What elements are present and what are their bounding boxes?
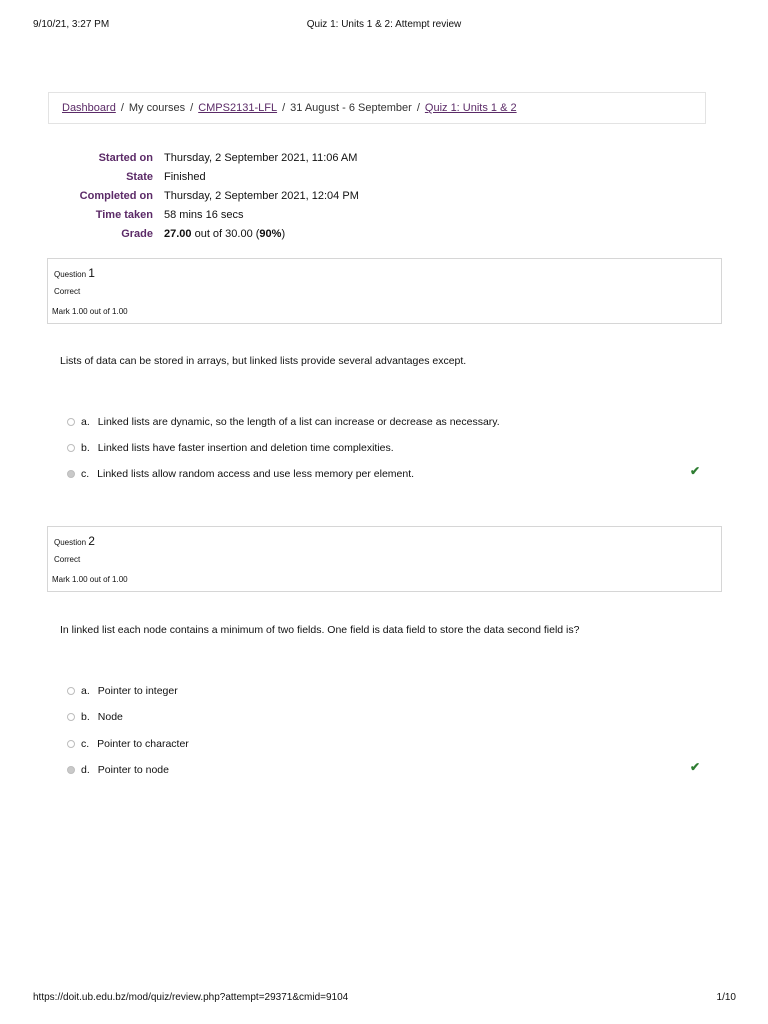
answer-option[interactable] (67, 416, 500, 428)
summary-value: Finished (164, 171, 206, 183)
print-datetime: 9/10/21, 3:27 PM (33, 19, 110, 30)
check-icon: ✔ (690, 760, 701, 774)
summary-row-time (48, 209, 448, 228)
answer-option-selected[interactable] (67, 468, 414, 480)
summary-label: Grade (121, 228, 153, 240)
question-info-box (47, 526, 722, 592)
summary-row-grade (48, 228, 448, 247)
question-state: Correct (54, 287, 81, 296)
summary-label: State (126, 171, 153, 183)
radio-button[interactable] (67, 740, 75, 748)
answer-letter: b. (81, 711, 90, 723)
answer-text: Linked lists are dynamic, so the length of a list can increase or decrease as necessary. (97, 416, 500, 428)
print-url: https://doit.ub.edu.bz/mod/quiz/review.php?attempt=29371&cmid=9104 (33, 992, 349, 1003)
radio-button-checked[interactable] (67, 470, 75, 478)
summary-label: Started on (98, 152, 153, 164)
page-number: 1/10 (716, 992, 736, 1003)
question-prefix: Question (54, 270, 89, 279)
radio-button[interactable] (67, 418, 75, 426)
question-number (54, 534, 95, 548)
question-state: Correct (54, 555, 81, 564)
breadcrumb-separator: / (120, 102, 124, 114)
attempt-summary (48, 152, 448, 247)
radio-button[interactable] (67, 687, 75, 695)
answer-option-selected[interactable] (67, 764, 169, 776)
grade-close: ) (281, 228, 286, 240)
check-icon: ✔ (690, 464, 701, 478)
answer-letter: a. (81, 416, 90, 428)
answer-letter: a. (81, 685, 90, 697)
answer-option[interactable] (67, 738, 189, 750)
answer-text: Pointer to integer (97, 685, 178, 697)
answer-option[interactable] (67, 442, 394, 454)
breadcrumb-separator: / (416, 102, 420, 114)
answer-text: Pointer to character (97, 738, 189, 750)
breadcrumb-quiz-link[interactable]: Quiz 1: Units 1 & 2 (424, 102, 517, 114)
answer-option[interactable] (67, 685, 178, 697)
summary-value: Thursday, 2 September 2021, 12:04 PM (164, 190, 359, 202)
answer-letter: d. (81, 764, 90, 776)
breadcrumb-separator: / (282, 102, 286, 114)
answer-text: Linked lists allow random access and use less memory per element. (97, 468, 415, 480)
answer-text: Linked lists have faster insertion and deletion time complexities. (97, 442, 394, 454)
question-mark: Mark 1.00 out of 1.00 (52, 575, 128, 584)
breadcrumb-dashboard-link[interactable]: Dashboard (62, 102, 116, 114)
answer-letter: c. (81, 468, 90, 480)
question-number-value: 2 (88, 534, 95, 548)
radio-button[interactable] (67, 444, 75, 452)
radio-button[interactable] (67, 713, 75, 721)
breadcrumb-section: 31 August - 6 September (290, 102, 412, 114)
question-prefix: Question (54, 538, 89, 547)
radio-button-checked[interactable] (67, 766, 75, 774)
breadcrumb (48, 92, 706, 124)
question-text: In linked list each node contains a minimum of two fields. One field is data field to store the data second field is? (60, 624, 580, 636)
summary-label: Completed on (79, 190, 153, 202)
summary-row-started (48, 152, 448, 171)
answer-letter: c. (81, 738, 90, 750)
question-number (54, 266, 95, 280)
summary-value: Thursday, 2 September 2021, 11:06 AM (164, 152, 358, 164)
question-text: Lists of data can be stored in arrays, but linked lists provide several advantages except. (60, 355, 467, 367)
summary-label: Time taken (95, 209, 153, 221)
summary-value: 58 mins 16 secs (164, 209, 244, 221)
answer-text: Node (97, 711, 123, 723)
answer-letter: b. (81, 442, 90, 454)
document-title: Quiz 1: Units 1 & 2: Attempt review (306, 19, 462, 30)
summary-row-state (48, 171, 448, 190)
question-info-box (47, 258, 722, 324)
grade-value (164, 228, 285, 240)
grade-score: 27.00 (164, 228, 192, 240)
breadcrumb-course-link[interactable]: CMPS2131-LFL (198, 102, 278, 114)
breadcrumb-separator: / (190, 102, 194, 114)
grade-percent: 90% (259, 228, 282, 240)
answer-option[interactable] (67, 711, 123, 723)
breadcrumb-my-courses: My courses (128, 102, 186, 114)
answer-text: Pointer to node (97, 764, 169, 776)
grade-out-of: out of 30.00 ( (191, 228, 260, 240)
question-mark: Mark 1.00 out of 1.00 (52, 307, 128, 316)
summary-row-completed (48, 190, 448, 209)
question-number-value: 1 (88, 266, 95, 280)
